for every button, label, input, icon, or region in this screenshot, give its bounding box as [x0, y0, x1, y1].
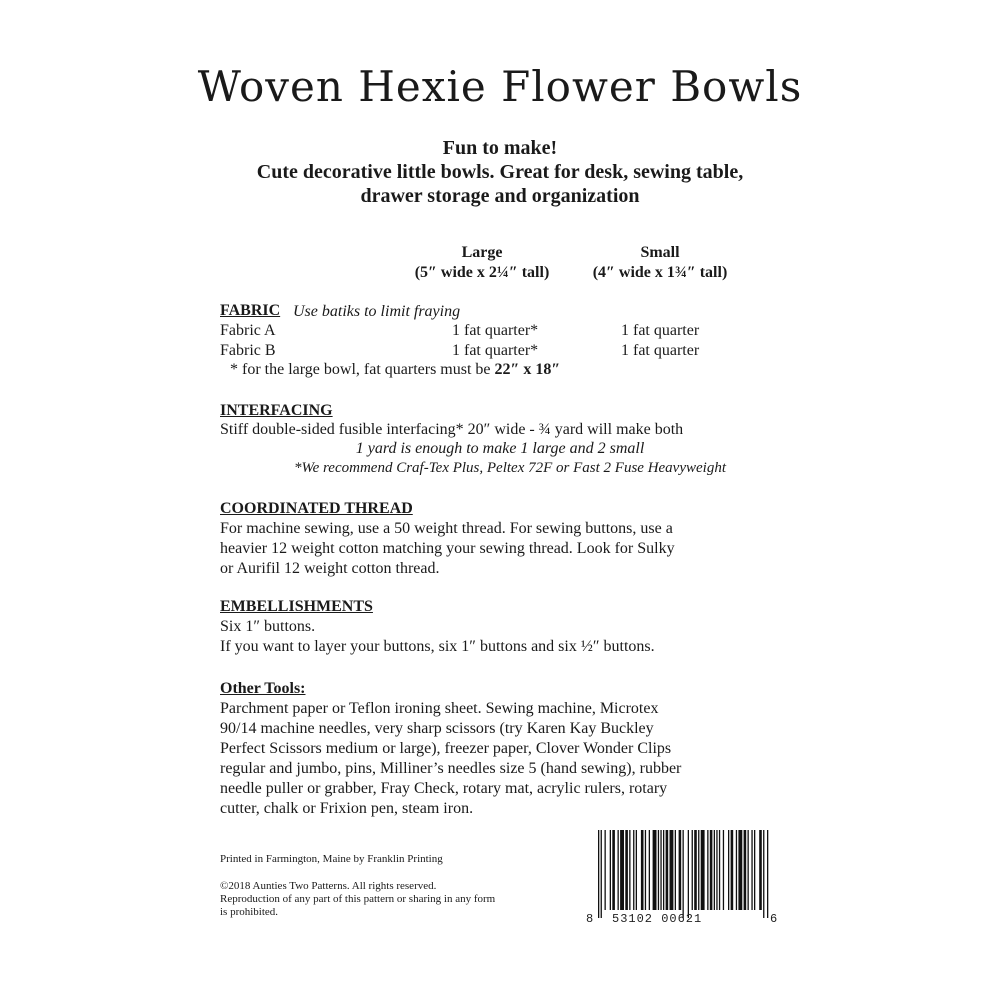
barcode-first-digit: 8 [586, 912, 594, 926]
size-large-header [382, 243, 582, 283]
barcode-bar [701, 830, 705, 910]
intro-block [150, 136, 850, 208]
barcode-bar [738, 830, 742, 910]
embellishments-line-2: If you want to layer your buttons, six 1″ buttons and six ½″ buttons. [220, 638, 655, 655]
fabric-heading-text: FABRIC [220, 302, 281, 319]
size-small-dims: (4″ wide x 1¾″ tall) [592, 264, 728, 281]
barcode-bar [625, 830, 628, 910]
size-small-header [560, 243, 760, 283]
fabric-row-b-label: Fabric B [220, 342, 276, 359]
barcode-bar [620, 830, 624, 910]
barcode-bars [594, 830, 774, 922]
barcode-bar [675, 830, 676, 910]
interfacing-line-2: 1 yard is enough to make 1 large and 2 small [355, 440, 645, 457]
barcode-bar [767, 830, 768, 918]
barcode-bar [670, 830, 674, 910]
size-large-dims: (5″ wide x 2¼″ tall) [414, 264, 550, 281]
barcode-bar [610, 830, 611, 910]
barcode-bar [601, 830, 602, 918]
fabric-row-a-small: 1 fat quarter [621, 322, 700, 339]
barcode-bar [731, 830, 734, 910]
barcode [586, 830, 778, 926]
reproduction-line-1: Reproduction of any part of this pattern or sharing in any form [220, 893, 496, 905]
barcode-bar [633, 830, 634, 910]
interfacing-line-3: *We recommend Craf-Tex Plus, Peltex 72F or Fast 2 Fuse Heavyweight [294, 460, 726, 476]
other-tools-line-3: Perfect Scissors medium or large), freezer paper, Clover Wonder Clips [220, 740, 672, 757]
barcode-last-digit: 6 [770, 912, 778, 926]
barcode-bar [754, 830, 755, 910]
barcode-bar [658, 830, 659, 910]
barcode-bar [707, 830, 708, 910]
intro-line-1: Fun to make! [442, 137, 558, 159]
page-title: Woven Hexie Flower Bowls [197, 62, 803, 111]
barcode-bar [641, 830, 644, 910]
interfacing-line-1: Stiff double-sided fusible interfacing* 20″ wide - ¾ yard will make both [220, 421, 684, 438]
thread-line-2: heavier 12 weight cotton matching your sewing thread. Look for Sulky [220, 540, 675, 557]
fabric-note: Use batiks to limit fraying [293, 303, 461, 320]
barcode-bar [683, 830, 684, 918]
fabric-row-a-large: 1 fat quarter* [452, 322, 539, 339]
barcode-bar [759, 830, 762, 910]
fabric-footnote-size: 22″ x 18″ [494, 361, 561, 378]
fabric-footnote [230, 360, 560, 380]
barcode-bar [694, 830, 697, 910]
barcode-bar [612, 830, 615, 910]
barcode-bar [751, 830, 752, 910]
embellishments-heading: EMBELLISHMENTS [220, 598, 373, 615]
thread-line-1: For machine sewing, use a 50 weight thread. For sewing buttons, use a [220, 520, 673, 537]
barcode-bar [692, 830, 693, 910]
other-tools-line-2: 90/14 machine needles, very sharp scissors (try Karen Kay Buckley [220, 720, 654, 737]
barcode-bar [744, 830, 747, 910]
barcode-bar [636, 830, 637, 910]
other-tools-line-5: needle puller or grabber, Fray Check, rotary mat, acrylic rulers, rotary [220, 780, 668, 797]
reproduction-line-2: is prohibited. [220, 906, 279, 918]
barcode-bar [736, 830, 737, 910]
other-tools-line-1: Parchment paper or Teflon ironing sheet. Sewing machine, Microtex [220, 700, 659, 717]
barcode-bar [629, 830, 630, 910]
barcode-bar [714, 830, 715, 910]
barcode-middle-digits: 53102 00621 [612, 912, 703, 926]
barcode-bar [598, 830, 599, 918]
barcode-bar [663, 830, 664, 910]
barcode-bar [728, 830, 729, 910]
barcode-bar [688, 830, 689, 918]
barcode-bar [653, 830, 657, 910]
size-small-name: Small [640, 244, 680, 261]
other-tools-heading: Other Tools: [220, 680, 306, 697]
intro-line-3: drawer storage and organization [360, 185, 640, 207]
printed-by: Printed in Farmington, Maine by Franklin Printing [220, 853, 443, 865]
barcode-bar [698, 830, 699, 910]
thread-heading: COORDINATED THREAD [220, 500, 413, 517]
barcode-bar [716, 830, 717, 910]
size-large-name: Large [461, 244, 503, 261]
barcode-bar [719, 830, 720, 910]
other-tools-line-6: cutter, chalk or Frixion pen, steam iron. [220, 800, 474, 817]
fabric-row-b-small: 1 fat quarter [621, 342, 700, 359]
embellishments-line-1: Six 1″ buttons. [220, 618, 316, 635]
barcode-bar [710, 830, 713, 910]
interfacing-heading: INTERFACING [220, 402, 333, 419]
copyright: ©2018 Aunties Two Patterns. All rights reserved. [220, 880, 437, 892]
intro-line-2: Cute decorative little bowls. Great for desk, sewing table, [256, 161, 744, 183]
barcode-bar [763, 830, 764, 918]
barcode-bar [660, 830, 661, 910]
fabric-row-a-label: Fabric A [220, 322, 276, 339]
barcode-bar [679, 830, 682, 910]
barcode-bar [649, 830, 650, 910]
thread-line-3: or Aurifil 12 weight cotton thread. [220, 560, 440, 577]
barcode-bar [645, 830, 646, 910]
barcode-bar [605, 830, 606, 910]
other-tools-line-4: regular and jumbo, pins, Milliner’s needles size 5 (hand sewing), rubber [220, 760, 682, 777]
barcode-bar [666, 830, 669, 910]
fabric-heading [220, 302, 280, 320]
barcode-bar [618, 830, 619, 910]
fabric-footnote-text: * for the large bowl, fat quarters must be [230, 361, 495, 378]
barcode-bar [723, 830, 724, 910]
fabric-row-b-large: 1 fat quarter* [452, 342, 539, 359]
barcode-bar [748, 830, 749, 910]
